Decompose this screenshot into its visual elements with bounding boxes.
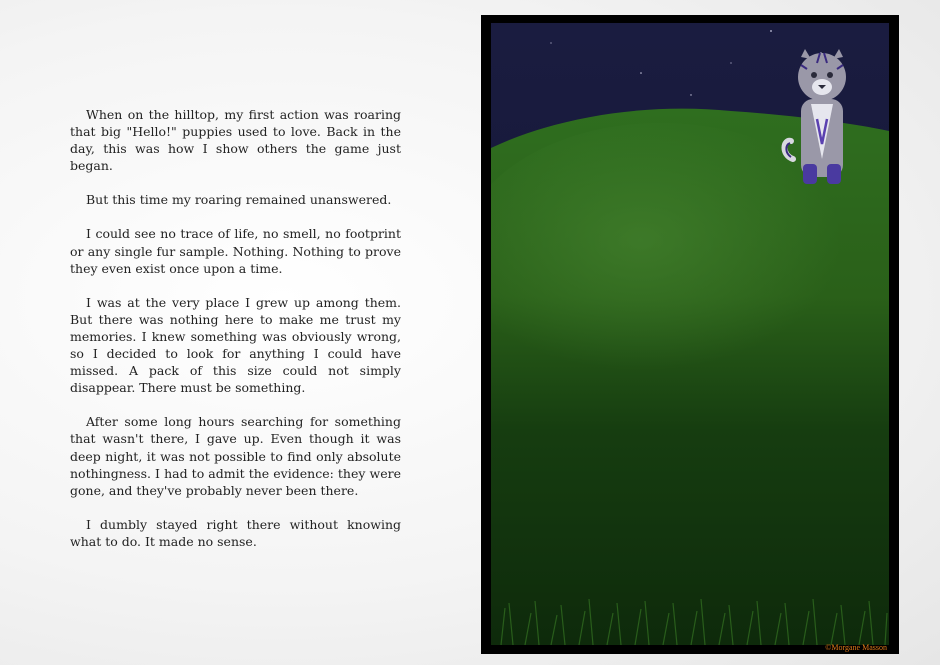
illustration-frame [481,15,899,654]
paragraph: But this time my roaring remained unanswered. [86,192,392,208]
story-text [70,106,401,567]
paragraph: When on the hilltop, my first action was roaring that big "Hello!" puppies used to love. Back in the day, this was how I show others the game just began. [70,107,401,174]
paragraph: I was at the very place I grew up among them. But there was nothing here to make me trust my memories. I knew something was obviously wrong, so I decided to look for anything I could have missed. A pack of this size could not simply disappear. There must be something. [70,294,401,396]
hilltop-illustration [491,23,889,645]
paragraph: After some long hours searching for something that wasn't there, I gave up. Even though it was deep night, it was not possible to find only absolute nothingness. I had to admit the evidence: they were gone, and they've probably never been there. [70,414,401,498]
artist-credit: ©Morgane Masson [825,643,887,652]
paragraph: I dumbly stayed right there without knowing what to do. It made no sense. [70,516,401,549]
paragraph: I could see no trace of life, no smell, no footprint or any single fur sample. Nothing. Nothing to prove they even exist once upon a time. [70,226,401,276]
